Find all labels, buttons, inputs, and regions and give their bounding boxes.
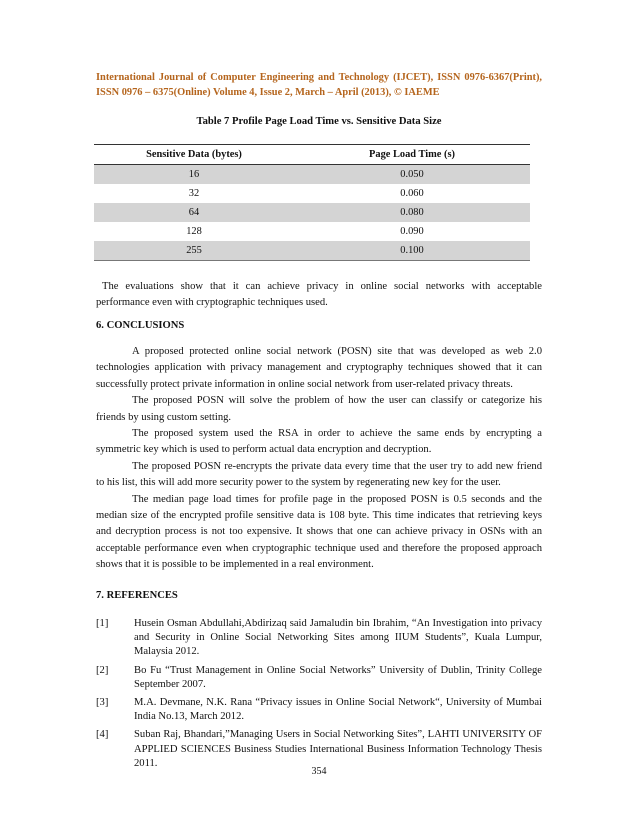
- table-cell: 0.050: [294, 165, 530, 185]
- conclusion-paragraph: A proposed protected online social network (POSN) site that was developed as web 2.0 technologies application with privacy management and cryptography techniques showed that it can successfully protect private information in online social network from user-related privacy threats.: [96, 346, 542, 390]
- reference-number: [3]: [96, 697, 109, 709]
- reference-text: Husein Osman Abdullahi,Abdirizaq said Jamaludin bin Ibrahim, “An Investigation into privacy and Security in Online Social Networking Sites among IIUM Students”, Kuala Lumpur, Malaysia 2012.: [134, 618, 542, 658]
- column-header-page-load-time: Page Load Time (s): [294, 145, 530, 165]
- table-header-row: [94, 145, 530, 165]
- conclusion-paragraph: The proposed POSN will solve the problem of how the user can classify or categorize his friends by using custom setting.: [96, 395, 542, 423]
- reference-text: M.A. Devmane, N.K. Rana “Privacy issues in Online Social Network“, University of Mumbai India No.13, March 2012.: [134, 697, 542, 723]
- conclusion-paragraph: The proposed system used the RSA in order to achieve the same ends by encrypting a symmetric key which is used to perform actual data encryption and decryption.: [96, 428, 542, 456]
- reference-item: [96, 617, 542, 660]
- references-list: [96, 617, 542, 775]
- table-row: [94, 203, 530, 222]
- table-cell: 0.080: [294, 203, 530, 222]
- conclusions-body: [96, 344, 542, 574]
- table-cell: 0.060: [400, 188, 424, 199]
- reference-item: [96, 664, 542, 692]
- table-cell: 64: [94, 203, 294, 222]
- table-row: [94, 241, 530, 261]
- table-row: [94, 184, 530, 203]
- reference-text: Suban Raj, Bhandari,”Managing Users in Social Networking Sites”, LAHTI UNIVERSITY OF APPLIED SCIENCES Business Studies International Business Information Technology Thesis 2011.: [134, 729, 542, 769]
- reference-text: Bo Fu “Trust Management in Online Social Networks” University of Dublin, Trinity College September 2007.: [134, 664, 542, 690]
- data-table: [94, 144, 530, 261]
- table-caption: Table 7 Profile Page Load Time vs. Sensitive Data Size: [196, 116, 442, 127]
- conclusion-paragraph: The proposed POSN re-encrypts the private data every time that the user try to add new friend to his list, this will add more security power to the system by regenerating new key for the user.: [96, 460, 542, 489]
- intro-paragraph: The evaluations show that it can achieve privacy in online social networks with acceptable performance even with cryptographic techniques used.: [96, 281, 542, 309]
- table-row: [94, 165, 530, 185]
- reference-number: [2]: [96, 664, 109, 676]
- column-header-sensitive-data: Sensitive Data (bytes): [94, 145, 294, 165]
- reference-item: [96, 696, 542, 724]
- table-cell: 0.100: [294, 241, 530, 261]
- journal-header: International Journal of Computer Engineering and Technology (IJCET), ISSN 0976-6367(Print), ISSN 0976 – 6375(Online) Volume 4, Issue 2, March – April (2013), © IAEME: [96, 72, 542, 98]
- reference-number: [4]: [96, 729, 109, 741]
- reference-number: [1]: [96, 618, 109, 629]
- table-cell: 255: [94, 241, 294, 261]
- table-cell: 16: [94, 165, 294, 185]
- table-row: [94, 222, 530, 241]
- table-cell: 128: [186, 226, 202, 237]
- table-cell: 0.090: [400, 226, 424, 237]
- page-number: 354: [311, 766, 327, 777]
- reference-item: [96, 728, 542, 771]
- conclusions-heading: 6. CONCLUSIONS: [96, 320, 185, 331]
- references-heading: 7. REFERENCES: [96, 590, 178, 601]
- conclusion-paragraph: The median page load times for profile page in the proposed POSN is 0.5 seconds and the median size of the encrypted profile sensitive data is 108 byte. This time indicates that retrieving keys and decryption process is not too expensive. It shows that one can achieve privacy in OSNs with an acceptable performance even when cryptographic technique used and therefore the proposed approach shows that it is possible to be implemented in a real environment.: [96, 493, 542, 571]
- table-cell: 32: [188, 188, 200, 199]
